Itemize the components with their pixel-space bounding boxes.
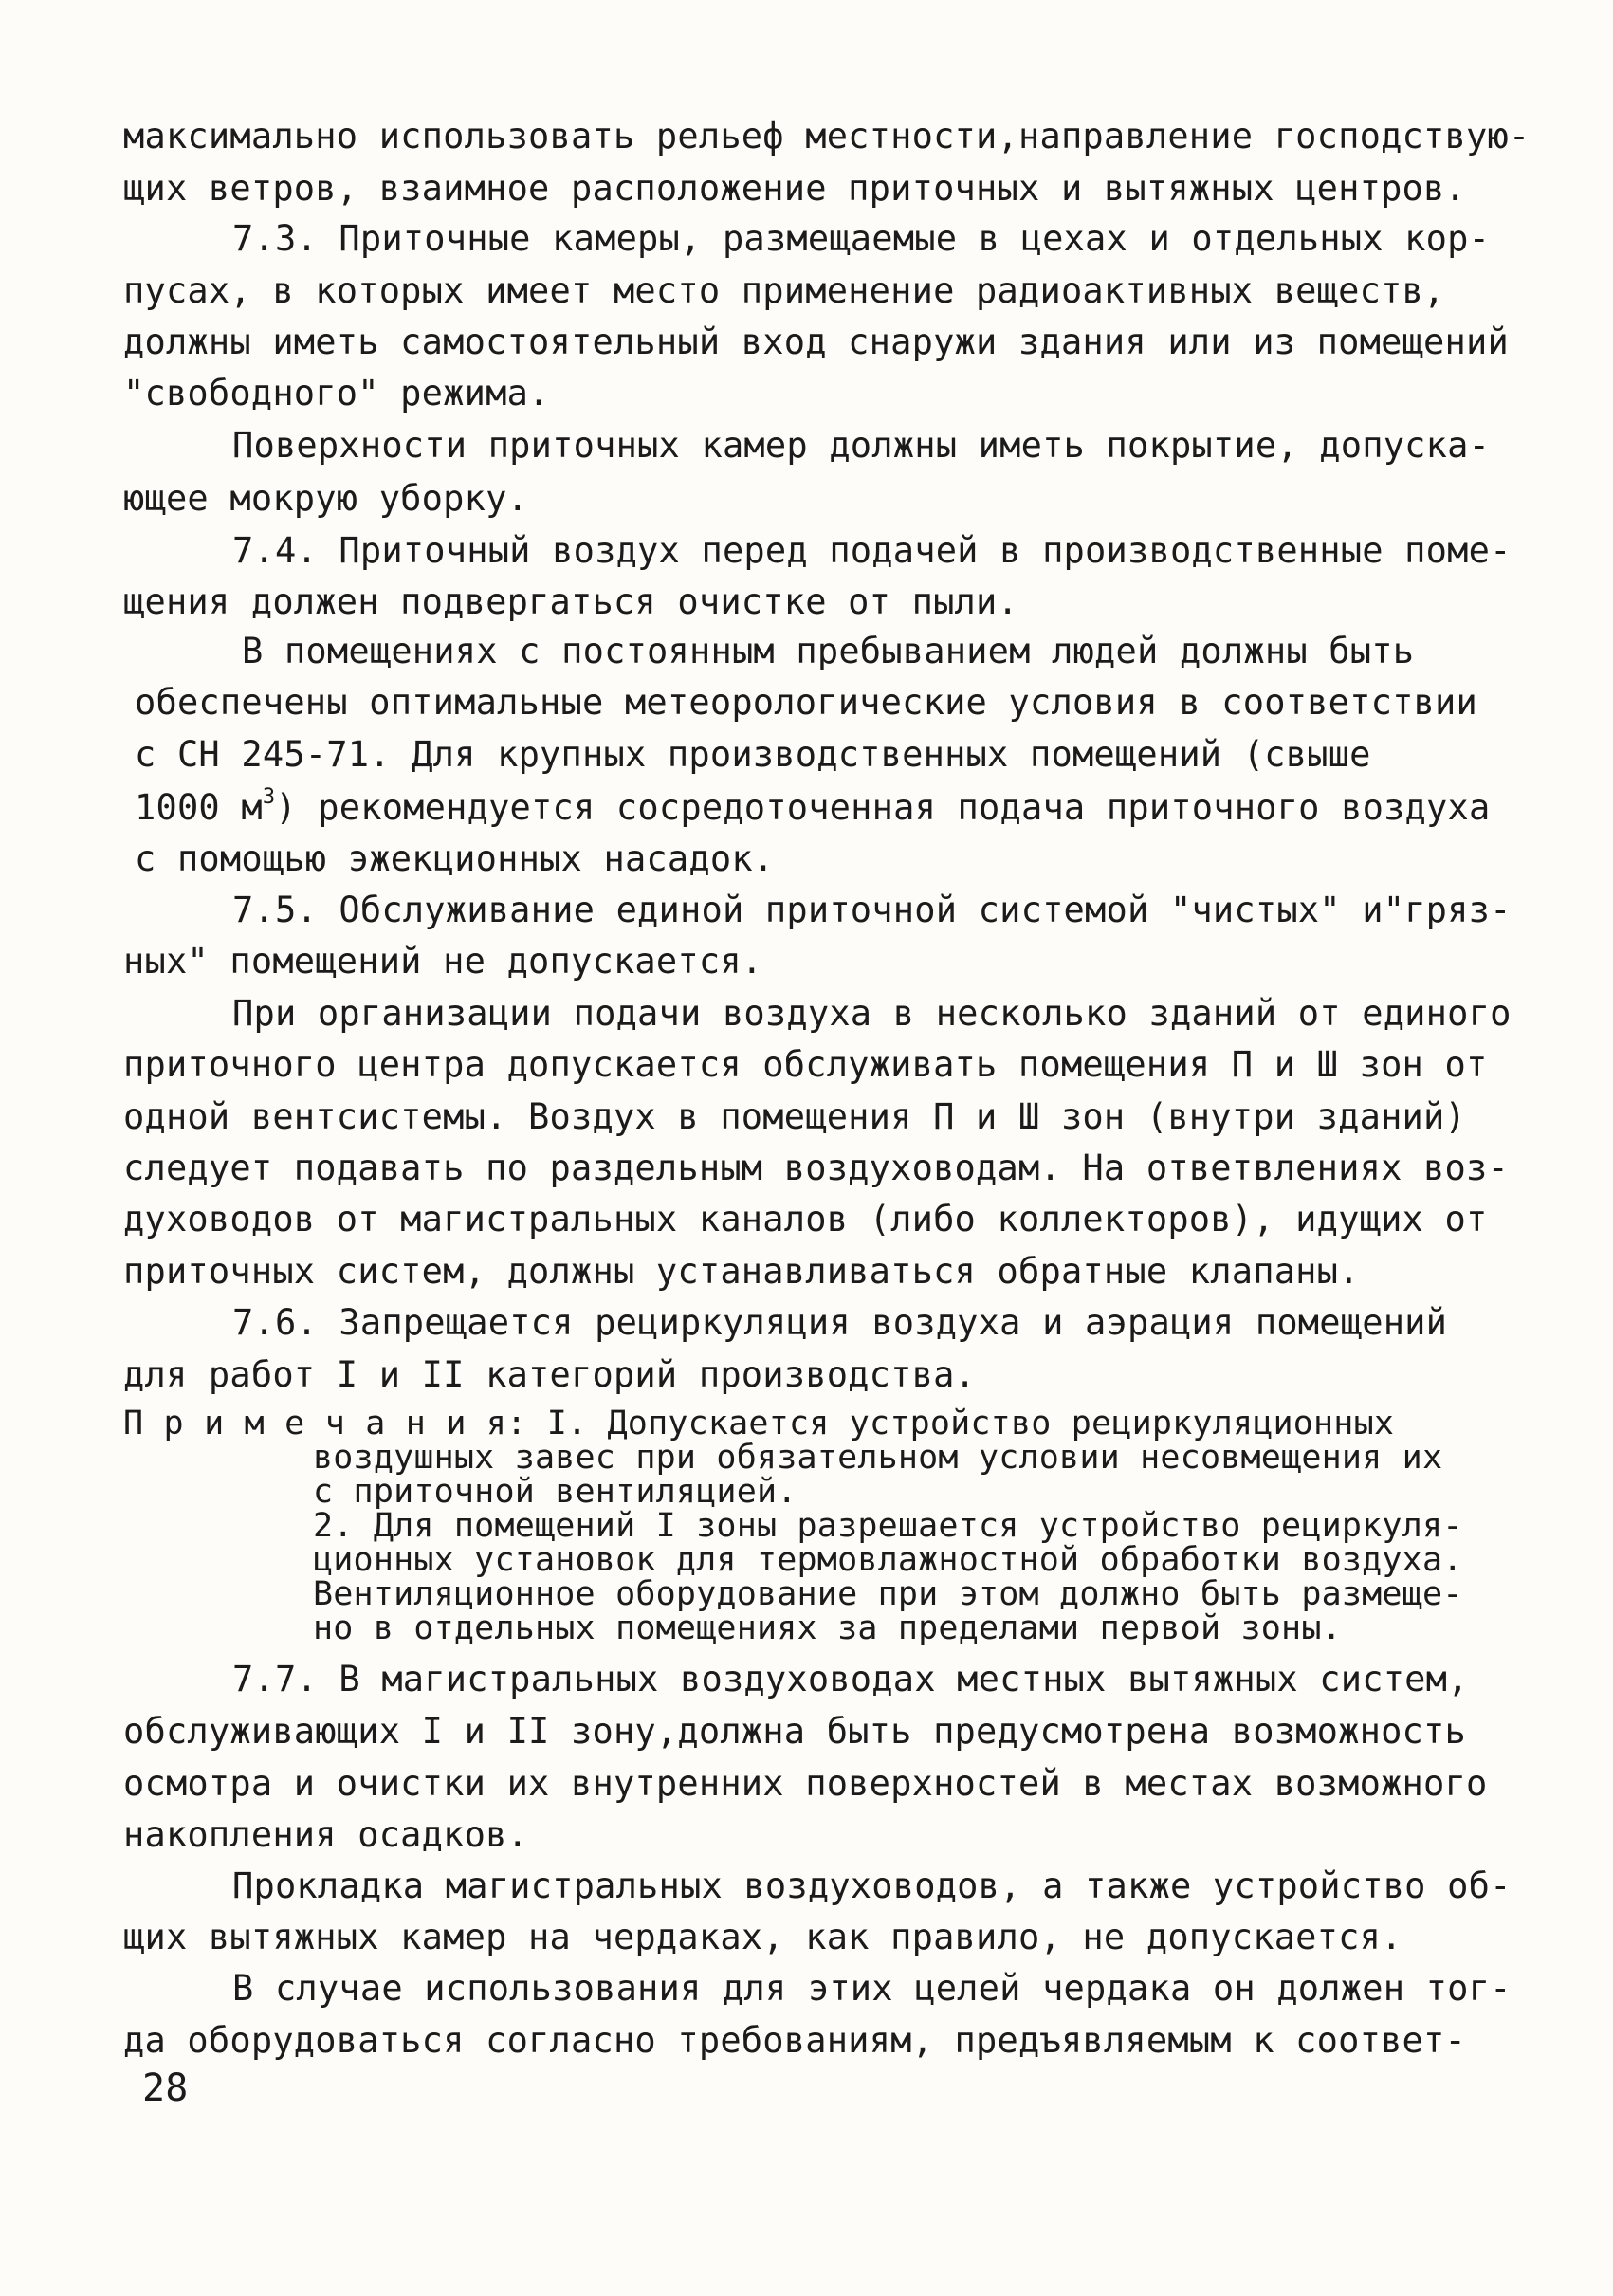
- text-line: ющее мокрую уборку.: [123, 478, 529, 519]
- text-line: максимально использовать рельеф местности,направление господствую-: [123, 116, 1531, 156]
- text-line: Прокладка магистральных воздуховодов, а также устройство об-: [232, 1865, 1512, 1906]
- text-line: для работ I и II категорий производства.: [123, 1354, 977, 1395]
- text-line: 7.5. Обслуживание единой приточной системой "чистых" и"гряз-: [232, 890, 1512, 930]
- text-line: пусах, в которых имеет место применение радиоактивных веществ,: [123, 270, 1445, 311]
- text-line: одной вентсистемы. Воздух в помещения П и Ш зон (внутри зданий): [123, 1096, 1466, 1137]
- text-line: При организации подачи воздуха в несколько зданий от единого: [232, 993, 1512, 1034]
- text-line: щих вытяжных камер на чердаках, как правило, не допускается.: [123, 1917, 1402, 1957]
- text-line: да оборудоваться согласно требованиям, предъявляемым к соответ-: [123, 2020, 1466, 2061]
- text-line: приточных систем, должны устанавливаться обратные клапаны.: [123, 1251, 1360, 1292]
- text-line: 7.4. Приточный воздух перед подачей в производственные поме-: [232, 530, 1512, 571]
- note-line: ционных установок для термовлажностной обработки воздуха.: [313, 1541, 1463, 1579]
- line-end: ) рекомендуется сосредоточенная подача приточного воздуха: [275, 787, 1491, 828]
- note-line: П р и м е ч а н и я: I. Допускается устройство рециркуляционных: [123, 1405, 1395, 1442]
- text-line: с СН 245-71. Для крупных производственных помещений (свыше: [135, 734, 1371, 775]
- note-line: с приточной вентиляцией.: [313, 1473, 797, 1511]
- note-line: но в отдельных помещениях за пределами первой зоны.: [313, 1609, 1342, 1647]
- note-line: 2. Для помещений I зоны разрешается устройство рециркуля-: [313, 1507, 1463, 1545]
- superscript: 3: [262, 784, 276, 809]
- text-line: приточного центра допускается обслуживать помещения П и Ш зон от: [123, 1044, 1488, 1085]
- text-line: следует подавать по раздельным воздуховодам. На ответвлениях воз-: [123, 1148, 1509, 1188]
- page-number: 28: [142, 2066, 189, 2110]
- line-start: 1000 м: [135, 787, 263, 828]
- text-line: обслуживающих I и II зону,должна быть предусмотрена возможность: [123, 1711, 1466, 1752]
- text-line: В случае использования для этих целей чердака он должен тог-: [232, 1968, 1512, 2009]
- text-line: 7.7. В магистральных воздуховодах местных вытяжных систем,: [232, 1659, 1469, 1699]
- text-line: 7.3. Приточные камеры, размещаемые в цехах и отдельных кор-: [232, 218, 1491, 259]
- text-line: обеспечены оптимальные метеорологические условия в соответствии: [135, 682, 1477, 723]
- text-line: щих ветров, взаимное расположение приточных и вытяжных центров.: [123, 168, 1466, 209]
- note-line: Вентиляционное оборудование при этом должно быть размеще-: [313, 1575, 1463, 1613]
- text-line: накопления осадков.: [123, 1814, 529, 1855]
- text-line: с помощью эжекционных насадок.: [135, 838, 775, 879]
- text-line: "свободного" режима.: [123, 373, 550, 413]
- text-line: должны иметь самостоятельный вход снаружи здания или из помещений: [123, 321, 1509, 362]
- text-line: 7.6. Запрещается рециркуляция воздуха и аэрация помещений: [232, 1302, 1448, 1343]
- text-line: В помещениях с постоянным пребыванием людей должны быть: [242, 631, 1415, 671]
- text-line: духоводов от магистральных каналов (либо коллекторов), идущих от: [123, 1199, 1488, 1240]
- text-line: ных" помещений не допускается.: [123, 941, 763, 982]
- note-line: воздушных завес при обязательном условии несовмещения их: [313, 1439, 1443, 1477]
- text-line: осмотра и очистки их внутренних поверхностей в местах возможного: [123, 1763, 1488, 1804]
- text-line: щения должен подвергаться очистке от пыли.: [123, 581, 1018, 622]
- text-line: Поверхности приточных камер должны иметь покрытие, допуска-: [232, 425, 1491, 466]
- text-line: [135, 784, 1491, 828]
